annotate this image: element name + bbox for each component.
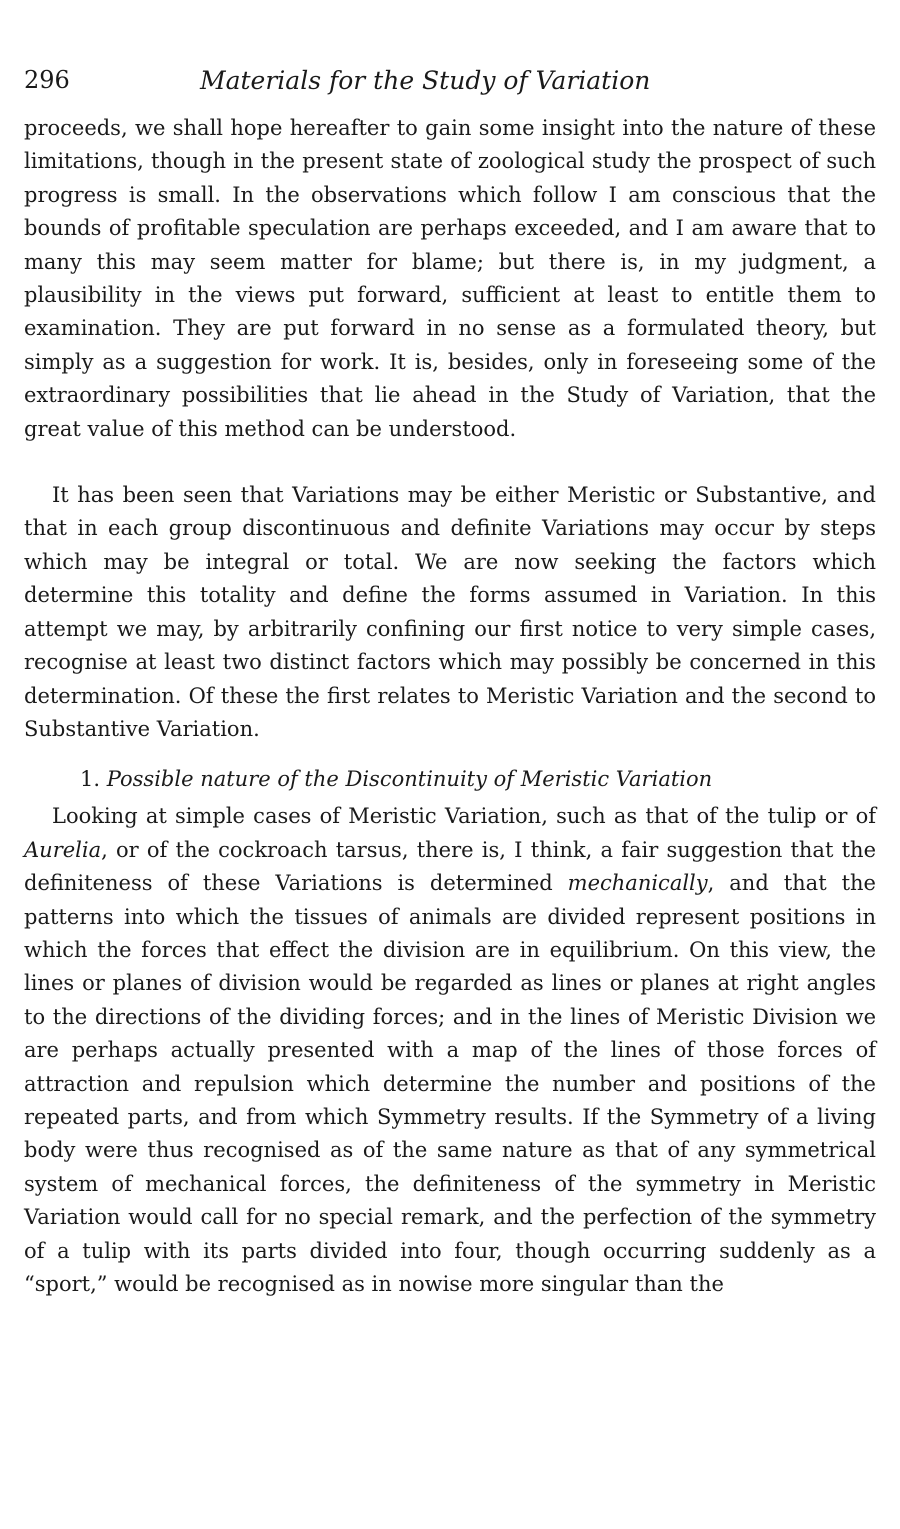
paragraph-meristic-text-1: Looking at simple cases of Meristic Variation, such as that of the tulip or of	[52, 804, 876, 829]
page-number: 296	[24, 66, 70, 94]
paragraph-meristic-text-2: , or of the cockroach tarsus, there is, I think, a fair suggestion that the definiteness of these Variations is determined	[24, 837, 876, 896]
section-heading	[24, 762, 876, 796]
paragraph-continued: proceeds, we shall hope hereafter to gain some insight into the nature of these limitations, though in the present state of zoological study the prospect of such progress is small. In the observations which follow I am conscious that the bounds of profitable speculation are perhaps exceeded, and I am aware that to many this may seem matter for blame; but there is, in my judgment, a plausibility in the views put forward, sufficient at least to entitle them to examination. They are put forward in no sense as a formulated theory, but simply as a suggestion for work. It is, besides, only in foreseeing some of the extraordinary possibilities that lie ahead in the Study of Variation, that the great value of this method can be understood.	[24, 116, 876, 441]
book-page	[24, 66, 876, 1301]
section-title: Possible nature of the Discontinuity of Meristic Variation	[106, 767, 713, 792]
running-head	[24, 66, 876, 112]
section-number: 1.	[80, 767, 101, 792]
paragraph-meristic	[24, 800, 876, 1301]
paragraph-meristic-text-3: , and that the patterns into which the tissues of animals are divided represent positions in which the forces that effect the division are in equilibrium. On this view, the lines or planes of division would be regarded as lines or planes at right angles to the directions of the dividing forces; and in the lines of Meristic Division we are perhaps actually presented with a map of the lines of those forces of attraction and repulsion which determine the number and positions of the repeated parts, and from which Symmetry results. If the Symmetry of a living body were thus recognised as of the same nature as that of any symmetrical system of mechanical forces, the definiteness of the symmetry in Meristic Variation would call for no special remark, and the perfection of the symmetry of a tulip with its parts divided into four, though occurring suddenly as a “sport,” would be recognised as in nowise more singular than the	[24, 871, 876, 1296]
paragraph-meristic-italic-mechanically: mechanically	[567, 871, 708, 896]
running-title: Materials for the Study of Variation	[200, 66, 651, 95]
paragraph-variations: It has been seen that Variations may be either Meristic or Substantive, and that in each group discontinuous and definite Variations may occur by steps which may be integral or total. We are now seeking the factors which determine this totality and define the forms assumed in Variation. In this attempt we may, by arbitrarily confining our first notice to very simple cases, recognise at least two distinct factors which may possibly be concerned in this determination. Of these the first relates to Meristic Variation and the second to Substantive Variation.	[24, 483, 876, 741]
paragraph-meristic-italic-aurelia: Aurelia	[24, 837, 102, 862]
